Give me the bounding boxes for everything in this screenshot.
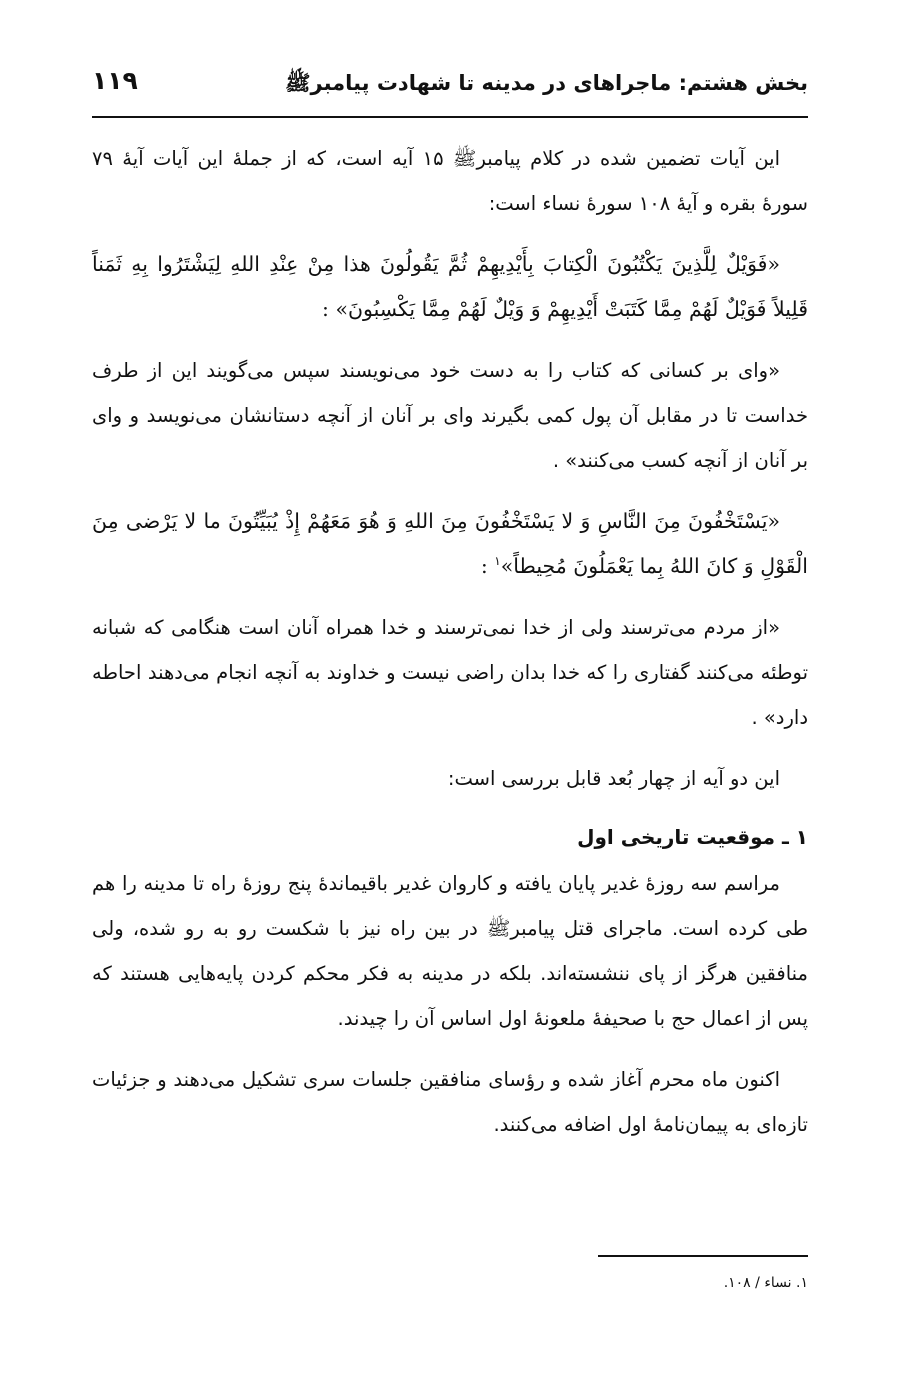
verse-translation-1: «وای بر کسانی که کتاب را به دست خود می‌نویسند سپس می‌گویند این از طرف خداست تا در مقابل آن پول کمی بگیرند وای بر آنان از آنچه دستانشان می‌نویسد و وای بر آنان از آنچه کسب می‌کنند» . [92,359,808,472]
history-paragraph: مراسم سه روزهٔ غدیر پایان یافته و کاروان غدیر باقیماندهٔ پنج روزهٔ راه تا مدینه را هم طی کرده است. ماجرای قتل پیامبرﷺ در بین راه نیز با شکست رو به رو شده، ولی منافقین هرگز از پای ننشسته‌اند. بلکه در مدینه به فکر محکم کردن پایه‌هایی هستند که پس از اعمال حج با صحیفهٔ ملعونهٔ اول اساس آن را چیدند. [92,872,808,1030]
footnote-rule [598,1255,808,1257]
verse-2-ending: : [480,554,495,578]
quran-verse-nisa-108 [92,499,808,589]
footnote-reference: ۱ [494,554,501,569]
page-body [92,136,808,1163]
footnote: ۱. نساء / ۱۰۸. [723,1275,808,1291]
dimensions-paragraph: این دو آیه از چهار بُعد قابل بررسی است: [447,767,780,790]
quran-verse-baqarah-79: «فَوَيْلٌ لِلَّذِينَ يَكْتُبُونَ الْكِتابَ بِأَيْدِيهِمْ ثُمَّ يَقُولُونَ هذا مِنْ عِنْدِ اللهِ لِيَشْتَرُوا بِهِ ثَمَناً قَلِيلاً فَوَيْلٌ لَهُمْ مِمَّا كَتَبَتْ أَيْدِيهِمْ وَ وَيْلٌ لَهُمْ مِمَّا يَكْسِبُونَ» : [92,252,808,321]
verse-translation-2: «از مردم می‌ترسند ولی از خدا نمی‌ترسند و خدا همراه آنان است هنگامی که شبانه توطئه می‌کنند گفتاری را که خدا بدان راضی نیست و خداوند به آنچه انجام می‌دهند احاطه دارد» . [92,616,808,729]
verse-2-text: «يَسْتَخْفُونَ مِنَ النَّاسِ وَ لا يَسْتَخْفُونَ مِنَ اللهِ وَ هُوَ مَعَهُمْ إِذْ يُبَيِّتُونَ ما لا يَرْضى مِنَ الْقَوْلِ وَ كانَ اللهُ بِما يَعْمَلُونَ مُحِيطاً» [92,509,808,578]
running-title: بخش هشتم: ماجراهای در مدینه تا شهادت پیامبرﷺ [285,71,808,95]
intro-paragraph: این آیات تضمین شده در کلام پیامبرﷺ ۱۵ آیه است، که از جملهٔ این آیات آیهٔ ۷۹ سورهٔ بقره و آیهٔ ۱۰۸ سورهٔ نساء است: [92,147,808,215]
page-number: ۱۱۹ [92,66,138,95]
header-rule [92,116,808,118]
page-header [92,62,808,112]
muharram-paragraph: اکنون ماه محرم آغاز شده و رؤسای منافقین جلسات سری تشکیل می‌دهند و جزئیات تازه‌ای به پیمان‌نامهٔ اول اضافه می‌کنند. [92,1068,808,1136]
section-heading: ۱ ـ موقعیت تاریخی اول [577,825,808,849]
